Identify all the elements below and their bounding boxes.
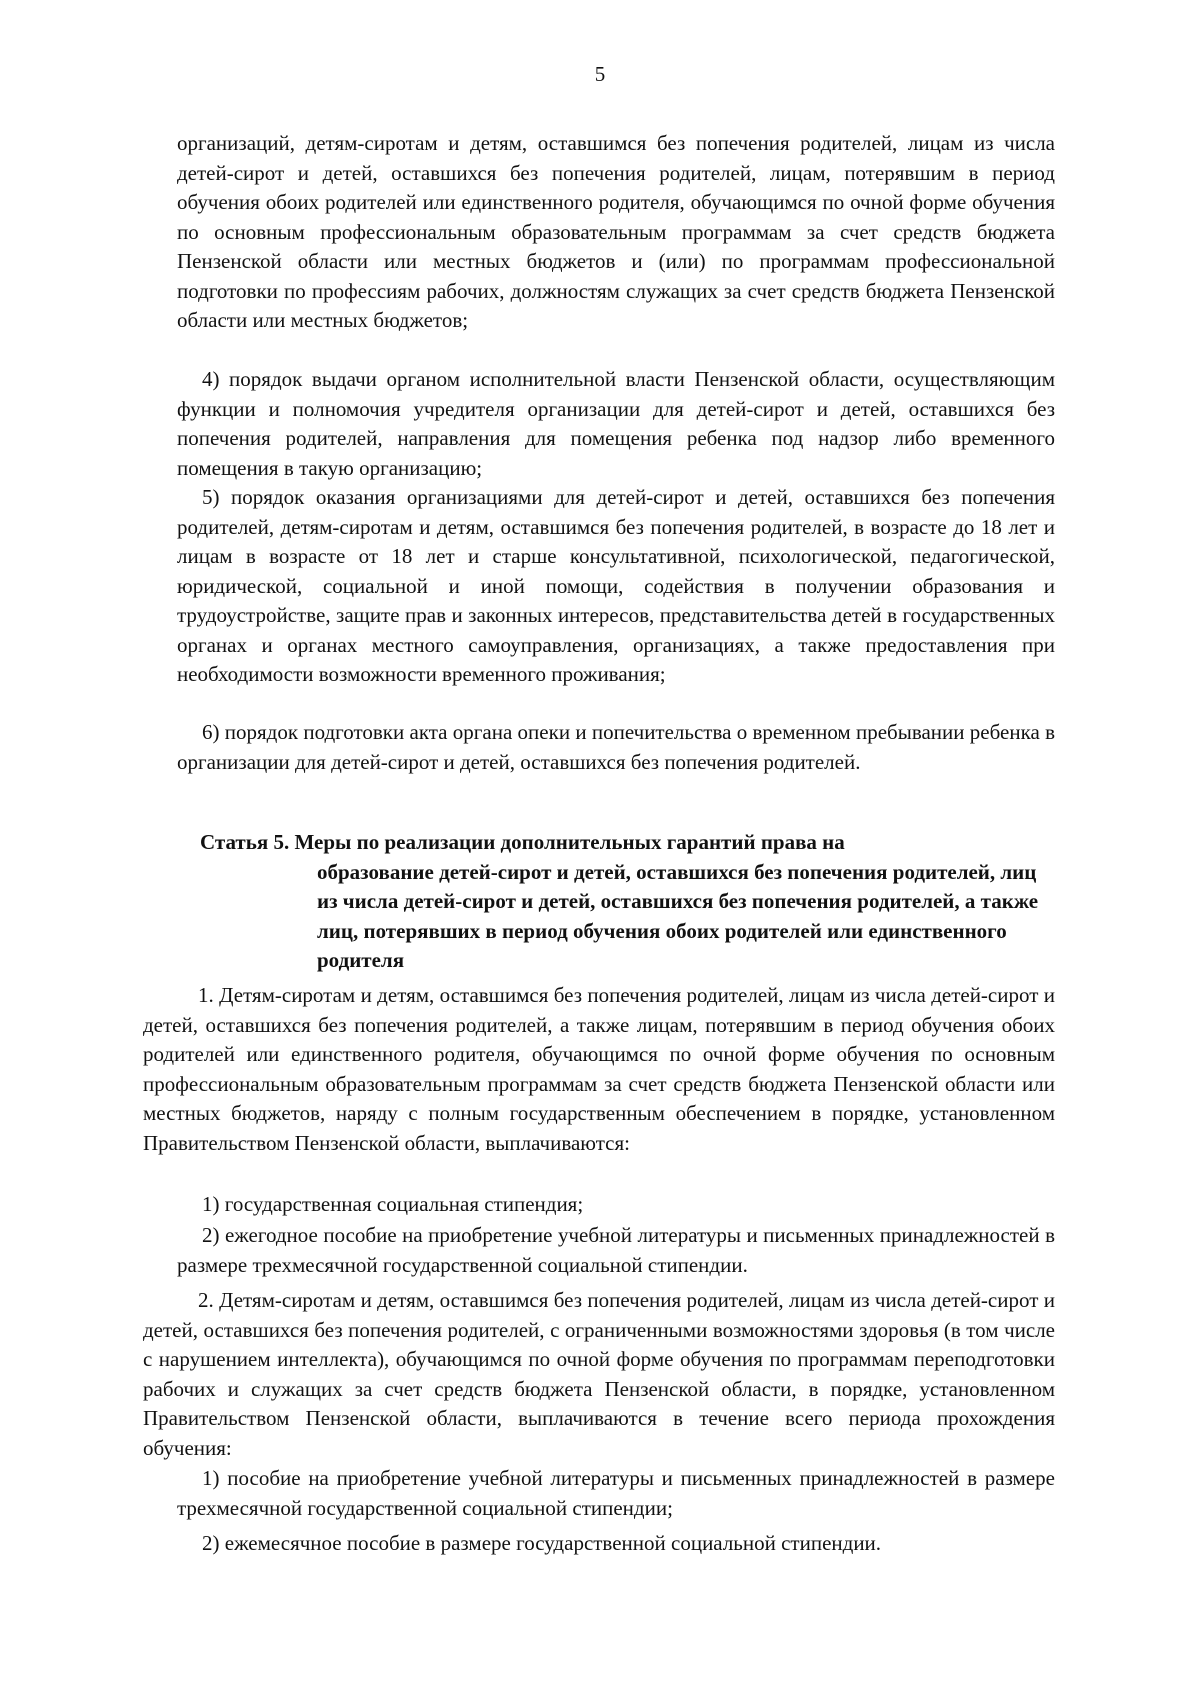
article-heading-continuation: образование детей-сирот и детей, оставшихся без попечения родителей, лиц из числа детей-сирот и детей, оставшихся без попечения родителей, а также лиц, потерявших в период обучения обоих родителей или единственного родителя xyxy=(317,859,1039,972)
page-number: 5 xyxy=(594,62,606,86)
paragraph-continuation: организаций, детям-сиротам и детям, оставшимся без попечения родителей, лицам из числа детей-сирот и детей, оставшихся без попечения родителей, лицам, потерявшим в период обучения обоих родителей или единственного родителя, обучающимся по очной форме обучения по основным профессиональным образовательным программам за счет средств бюджета Пензенской области или местных бюджетов и (или) по программам профессиональной подготовки по профессиям рабочих, должностям служащих за счет средств бюджета Пензенской области или местных бюджетов; xyxy=(177,131,1055,332)
part1-item-2: 2) ежегодное пособие на приобретение учебной литературы и письменных принадлежностей в размере трехмесячной государственной социальной стипендии. xyxy=(177,1223,1055,1277)
article-part-1: 1. Детям-сиротам и детям, оставшимся без попечения родителей, лицам из числа детей-сирот и детей, оставшихся без попечения родителей, а также лицам, потерявшим в период обучения обоих родителей или единственного родителя, обучающимся по очной форме обучения по основным профессиональным образовательным программам за счет средств бюджета Пензенской области или местных бюджетов, наряду с полным государственным обеспечением в порядке, установленном Правительством Пензенской области, выплачиваются: xyxy=(143,983,1055,1155)
part2-item-2: 2) ежемесячное пособие в размере государственной социальной стипендии. xyxy=(202,1531,882,1555)
list-item-4: 4) порядок выдачи органом исполнительной власти Пензенской области, осуществляющим функции и полномочия учредителя организации для детей-сирот и детей, оставшихся без попечения родителей, направления для помещения ребенка под надзор либо временного помещения в такую организацию; xyxy=(177,367,1055,480)
part2-item-1: 1) пособие на приобретение учебной литературы и письменных принадлежностей в размере трехмесячной государственной социальной стипендии; xyxy=(177,1466,1055,1520)
part1-item-1: 1) государственная социальная стипендия; xyxy=(202,1192,584,1216)
article-part-2: 2. Детям-сиротам и детям, оставшимся без попечения родителей, лицам из числа детей-сирот и детей, оставшихся без попечения родителей, с ограниченными возможностями здоровья (в том числе с нарушением интеллекта), обучающимся по очной форме обучения по программам переподготовки рабочих и служащих за счет средств бюджета Пензенской области, в порядке, установленном Правительством Пензенской области, выплачиваются в течение всего периода прохождения обучения: xyxy=(143,1288,1055,1460)
list-item-5: 5) порядок оказания организациями для детей-сирот и детей, оставшихся без попечения родителей, детям-сиротам и детям, оставшимся без попечения родителей, в возрасте до 18 лет и лицам в возрасте от 18 лет и старше консультативной, психологической, педагогической, юридической, социальной и иной помощи, содействия в получении образования и трудоустройстве, защите прав и законных интересов, представительства детей в государственных органах и органах местного самоуправления, организациях, а также предоставления при необходимости возможности временного проживания; xyxy=(177,485,1055,686)
article-heading-first-line: Статья 5. Меры по реализации дополнительных гарантий права на xyxy=(200,830,845,854)
list-item-6: 6) порядок подготовки акта органа опеки и попечительства о временном пребывании ребенка в организации для детей-сирот и детей, оставшихся без попечения родителей. xyxy=(177,720,1055,774)
article-heading xyxy=(200,828,1060,976)
